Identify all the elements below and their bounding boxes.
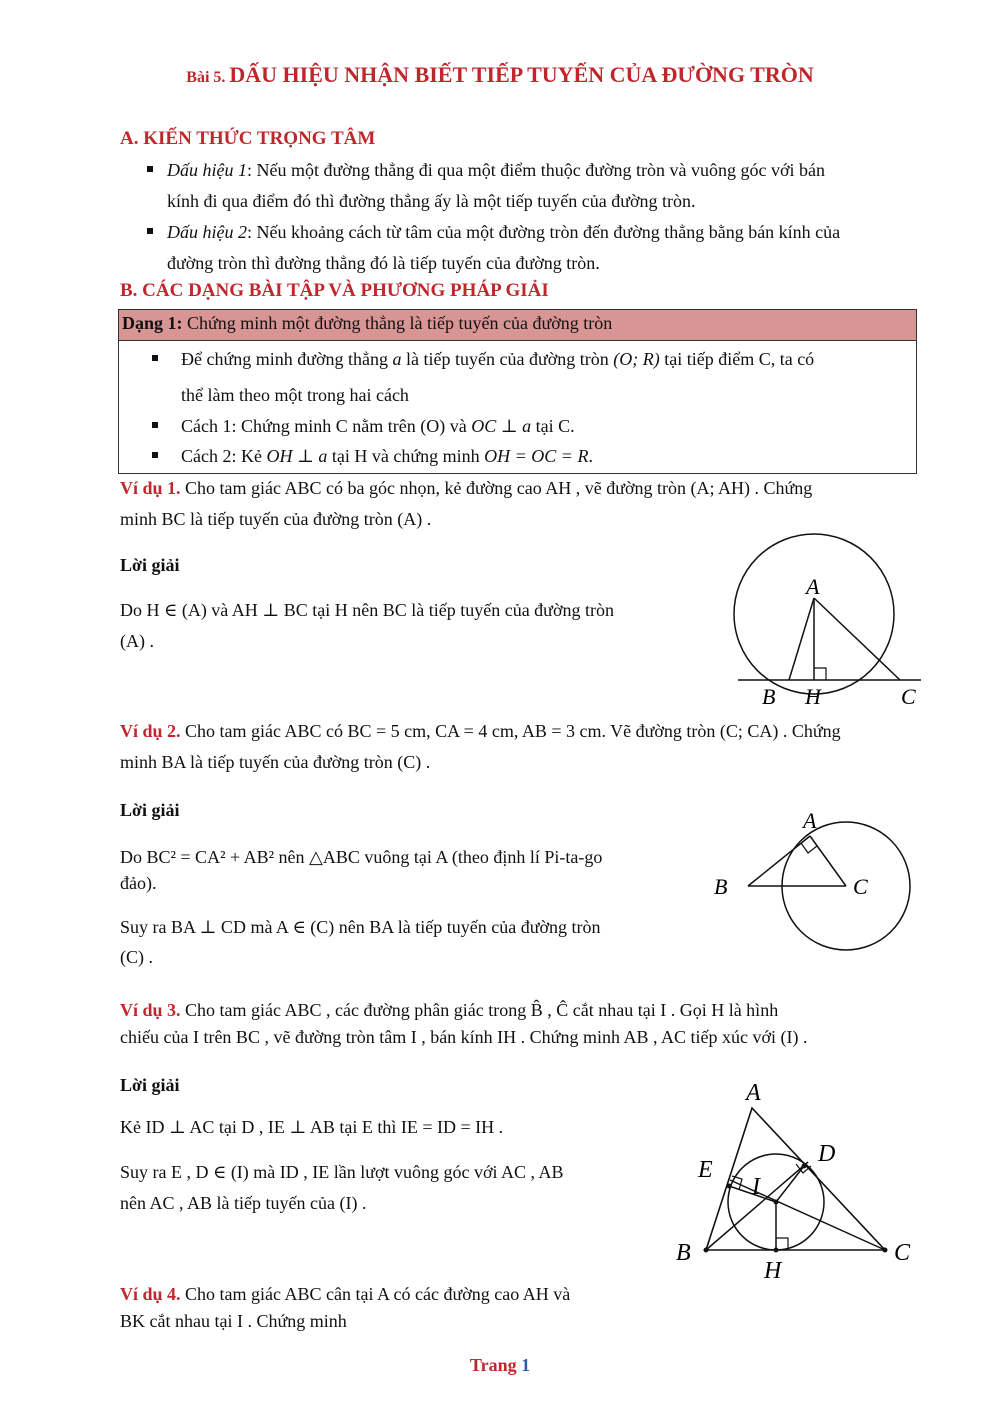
method-box-header [119, 310, 916, 341]
label-D: D [818, 1141, 836, 1167]
label-C: C [901, 684, 916, 709]
solution3-line2: Suy ra E , D ∈ (I) mà ID , IE lần lượt vuông góc với AC , AB [120, 1162, 564, 1182]
example3-text: Cho tam giác ABC , các đường phân giác trong B̂ , Ĉ cắt nhau tại I . Gọi H là hình [180, 1000, 779, 1020]
text: Cách 2: Kẻ [181, 446, 267, 466]
label-E: E [698, 1157, 713, 1183]
right-angle-mark [814, 668, 826, 680]
solution3-line1: Kẻ ID ⊥ AC tại D , IE ⊥ AB tại E thì IE = ID = IH . [120, 1117, 504, 1137]
label-B: B [714, 874, 728, 899]
solution1-line2: (A) . [120, 631, 154, 651]
sign2-label: Dấu hiệu 2 [167, 222, 247, 242]
bullet-marker [152, 422, 158, 428]
solution3-heading: Lời giải [120, 1075, 180, 1095]
solution2-line3: Suy ra BA ⊥ CD mà A ∈ (C) nên BA là tiếp tuyến của đường tròn [120, 917, 601, 937]
math: a [392, 349, 402, 369]
sign1-text: : Nếu một đường thẳng đi qua một điểm thuộc đường tròn và vuông góc với bán [247, 160, 825, 180]
example2-line1 [120, 716, 930, 746]
segment-AC [810, 836, 846, 886]
text: là tiếp tuyến của đường tròn [401, 349, 614, 369]
segment-AB [789, 598, 814, 680]
point-B [704, 1248, 709, 1253]
label-B: B [762, 684, 776, 709]
text: Cách 1: Chứng minh C nằm trên (O) và [181, 416, 472, 436]
page-number: 1 [521, 1355, 531, 1375]
triangle-ABC [706, 1108, 885, 1250]
sign2-line2: đường tròn thì đường thẳng đó là tiếp tuyến của đường tròn. [167, 253, 600, 273]
example4-line1 [120, 1279, 652, 1309]
section-b-heading: B. CÁC DẠNG BÀI TẬP VÀ PHƯƠNG PHÁP GIẢI [120, 280, 549, 301]
bullet-marker [147, 228, 153, 234]
text: tại tiếp điểm C, ta có [659, 349, 815, 369]
point-H [774, 1248, 779, 1253]
example2-label: Ví dụ 2. [120, 721, 181, 741]
example4-label: Ví dụ 4. [120, 1284, 181, 1304]
figure-example3 [666, 1072, 930, 1290]
method-box [118, 309, 917, 474]
math: (O; R) [613, 349, 660, 369]
method-bullet2 [181, 411, 575, 441]
label-A: A [746, 1080, 761, 1106]
lesson-title [0, 62, 1000, 88]
sign2-text: : Nếu khoảng cách từ tâm của một đường tròn đến đường thẳng bằng bán kính của [247, 222, 841, 242]
example1-line2: minh BC là tiếp tuyến của đường tròn (A) . [120, 509, 432, 529]
math: OH ⊥ a [266, 446, 328, 466]
example1-text: Cho tam giác ABC có ba góc nhọn, kẻ đường cao AH , vẽ đường tròn (A; AH) . Chứng [180, 478, 813, 498]
segment-ID [776, 1166, 804, 1202]
example1-line1 [120, 473, 930, 503]
point-C [883, 1248, 888, 1253]
right-angle-mark [801, 843, 817, 853]
text: tại H và chứng minh [327, 446, 485, 466]
math: OC ⊥ a [471, 416, 532, 436]
example2-line2: minh BA là tiếp tuyến của đường tròn (C) . [120, 752, 431, 772]
segment-AC [814, 598, 900, 680]
lesson-number: Bài 5. [186, 69, 230, 86]
math: OH = OC = R [484, 446, 589, 466]
page-footer [0, 1355, 1000, 1376]
solution2-line2: đảo). [120, 873, 157, 893]
solution1-heading: Lời giải [120, 555, 180, 575]
text: . [588, 446, 593, 466]
sign1-line1 [167, 155, 930, 185]
label-C: C [894, 1240, 911, 1266]
point-I [774, 1200, 779, 1205]
solution2-line4: (C) . [120, 947, 153, 967]
figure-example2 [710, 808, 930, 958]
solution2-heading: Lời giải [120, 800, 180, 820]
example3-line2: chiếu của I trên BC , vẽ đường tròn tâm I , bán kính IH . Chứng minh AB , AC tiếp xúc với (I) . [120, 1027, 808, 1047]
method-bullet3 [181, 441, 593, 471]
solution3-line3: nên AC , AB là tiếp tuyến của (I) . [120, 1193, 367, 1213]
bullet-marker [152, 452, 158, 458]
sign2-line1 [167, 217, 930, 247]
method-bullet1 [181, 344, 911, 374]
footer-label: Trang [469, 1355, 522, 1375]
solution1-line1: Do H ∈ (A) và AH ⊥ BC tại H nên BC là tiếp tuyến của đường tròn [120, 600, 614, 620]
method-text: Chứng minh một đường thẳng là tiếp tuyến của đường tròn [182, 313, 613, 333]
text: tại C. [531, 416, 575, 436]
label-A: A [803, 808, 817, 833]
example3-label: Ví dụ 3. [120, 1000, 181, 1020]
label-C: C [853, 874, 868, 899]
bullet-marker [152, 355, 158, 361]
bullet-marker [147, 166, 153, 172]
lesson-title-text: DẤU HIỆU NHẬN BIẾT TIẾP TUYẾN CỦA ĐƯỜNG TRÒN [229, 62, 814, 87]
section-a-heading: A. KIẾN THỨC TRỌNG TÂM [120, 128, 376, 149]
label-H: H [764, 1258, 782, 1284]
solution2-line1: Do BC² = CA² + AB² nên △ABC vuông tại A (theo định lí Pi-ta-go [120, 847, 603, 867]
label-H: H [805, 684, 821, 709]
figure-example1 [728, 520, 928, 712]
example2-text: Cho tam giác ABC có BC = 5 cm, CA = 4 cm, AB = 3 cm. Vẽ đường tròn (C; CA) . Chứng [180, 721, 841, 741]
point-E [727, 1184, 732, 1189]
example1-label: Ví dụ 1. [120, 478, 181, 498]
text: Để chứng minh đường thẳng [181, 349, 393, 369]
example4-text: Cho tam giác ABC cân tại A có các đường cao AH và [180, 1284, 571, 1304]
example3-line1 [120, 995, 930, 1025]
sign1-line2: kính đi qua điểm đó thì đường thẳng ấy là một tiếp tuyến của đường tròn. [167, 191, 696, 211]
point-D [802, 1164, 807, 1169]
method-bullet1-line2: thể làm theo một trong hai cách [181, 385, 409, 405]
label-I: I [752, 1174, 760, 1200]
sign1-label: Dấu hiệu 1 [167, 160, 247, 180]
method-label: Dạng 1: [122, 313, 183, 333]
label-B: B [676, 1240, 691, 1266]
example4-line2: BK cắt nhau tại I . Chứng minh [120, 1311, 347, 1331]
label-A: A [806, 574, 820, 599]
method-title [122, 313, 612, 334]
